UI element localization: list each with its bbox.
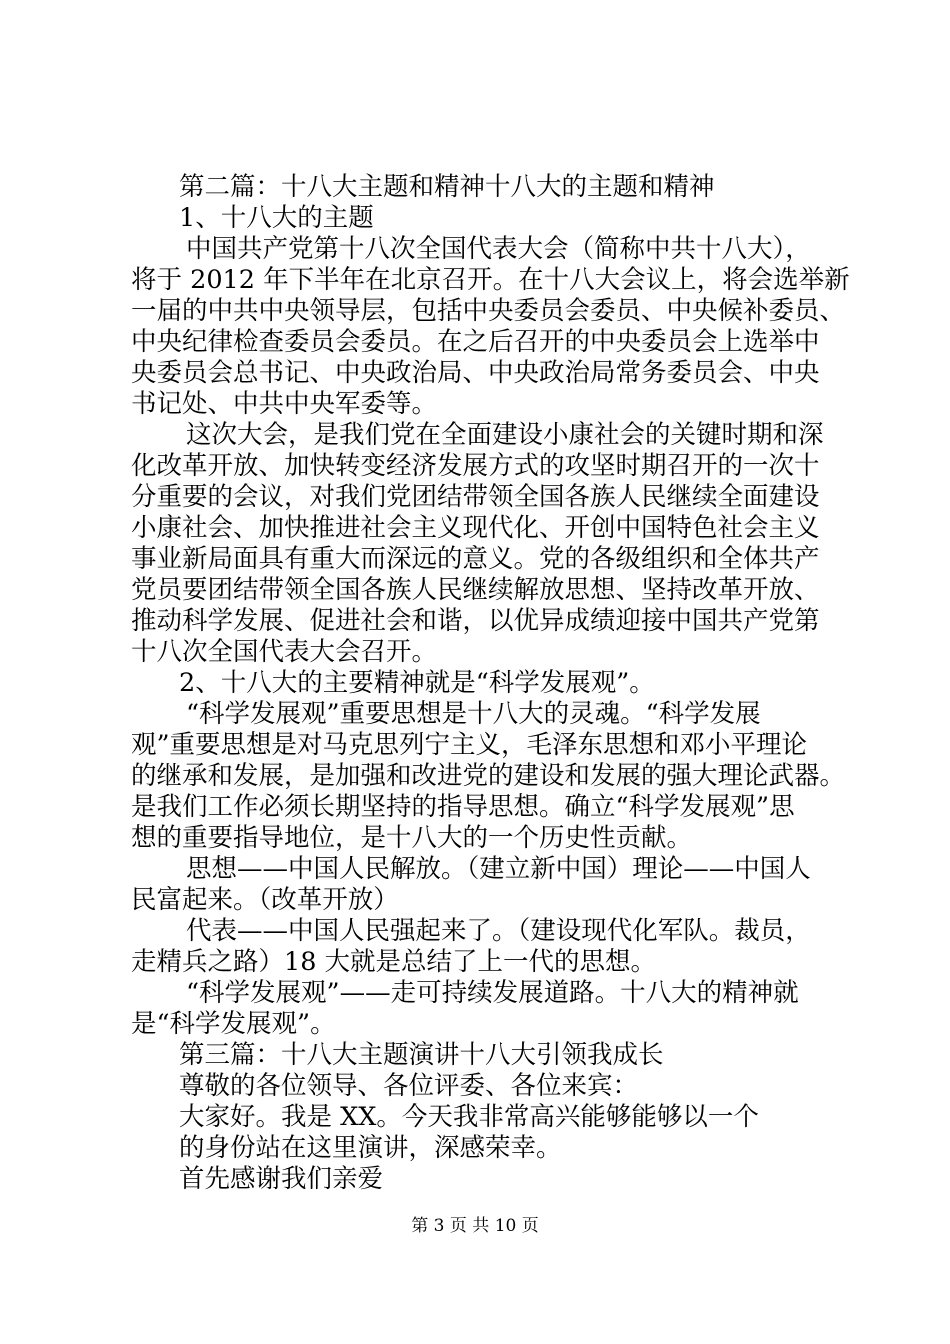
text-line: 第二篇：十八大主题和精神十八大的主题和精神 [179, 172, 715, 202]
text-line: 分重要的会议，对我们党团结带领全国各族人民继续全面建设 [131, 482, 820, 512]
text-line: 书记处、中共中央军委等。 [131, 389, 438, 419]
text-line: 推动科学发展、促进社会和谐，以优异成绩迎接中国共产党第 [131, 606, 820, 636]
text-line: 尊敬的各位领导、各位评委、各位来宾： [179, 1071, 639, 1101]
text-line: 将于 2012 年下半年在北京召开。在十八大会议上，将会选举新 [131, 265, 850, 295]
text-line: 中央纪律检查委员会委员。在之后召开的中央委员会上选举中 [131, 327, 820, 357]
text-line: 中国共产党第十八次全国代表大会（简称中共十八大）， [186, 234, 811, 264]
text-line: 是“科学发展观”。 [131, 1009, 336, 1039]
text-line: 1、十八大的主题 [179, 203, 374, 233]
text-line: 首先感谢我们亲爱 [179, 1164, 384, 1194]
text-line: 事业新局面具有重大而深远的意义。党的各级组织和全体共产 [131, 544, 820, 574]
text-line: “科学发展观”重要思想是十八大的灵魂。“科学发展 [186, 699, 761, 729]
text-line: 央委员会总书记、中央政治局、中央政治局常务委员会、中央 [131, 358, 820, 388]
text-line: 十八次全国代表大会召开。 [131, 637, 438, 667]
text-line: 2、十八大的主要精神就是“科学发展观”。 [179, 668, 655, 698]
text-line: 这次大会，是我们党在全面建设小康社会的关键时期和深 [186, 420, 824, 450]
text-line: 是我们工作必须长期坚持的指导思想。确立“科学发展观”思 [131, 792, 795, 822]
text-line: 观”重要思想是对马克思列宁主义，毛泽东思想和邓小平理论 [131, 730, 808, 760]
text-line: 第三篇：十八大主题演讲十八大引领我成长 [179, 1040, 664, 1070]
text-line: 党员要团结带领全国各族人民继续解放思想、坚持改革开放、 [131, 575, 820, 605]
text-line: 的身份站在这里演讲，深感荣幸。 [179, 1133, 562, 1163]
text-line: 化改革开放、加快转变经济发展方式的攻坚时期召开的一次十 [131, 451, 820, 481]
text-line: 的继承和发展，是加强和改进党的建设和发展的强大理论武器。 [131, 761, 846, 791]
text-line: 民富起来。（改革开放） [131, 885, 399, 915]
text-line: 大家好。我是 XX。今天我非常高兴能够能够以一个 [179, 1102, 759, 1132]
text-line: 小康社会、加快推进社会主义现代化、开创中国特色社会主义 [131, 513, 820, 543]
text-line: 思想——中国人民解放。（建立新中国）理论——中国人 [186, 854, 811, 884]
page-footer: 第 3 页 共 10 页 [411, 1216, 539, 1236]
document-body [131, 172, 850, 1195]
text-line: 代表——中国人民强起来了。（建设现代化军队。裁员， [186, 916, 811, 946]
text-line: 想的重要指导地位，是十八大的一个历史性贡献。 [131, 823, 693, 853]
text-line: 走精兵之路）18 大就是总结了上一代的思想。 [131, 947, 657, 977]
text-line: “科学发展观”——走可持续发展道路。十八大的精神就 [186, 978, 799, 1008]
text-line: 一届的中共中央领导层，包括中央委员会委员、中央候补委员、 [131, 296, 846, 326]
